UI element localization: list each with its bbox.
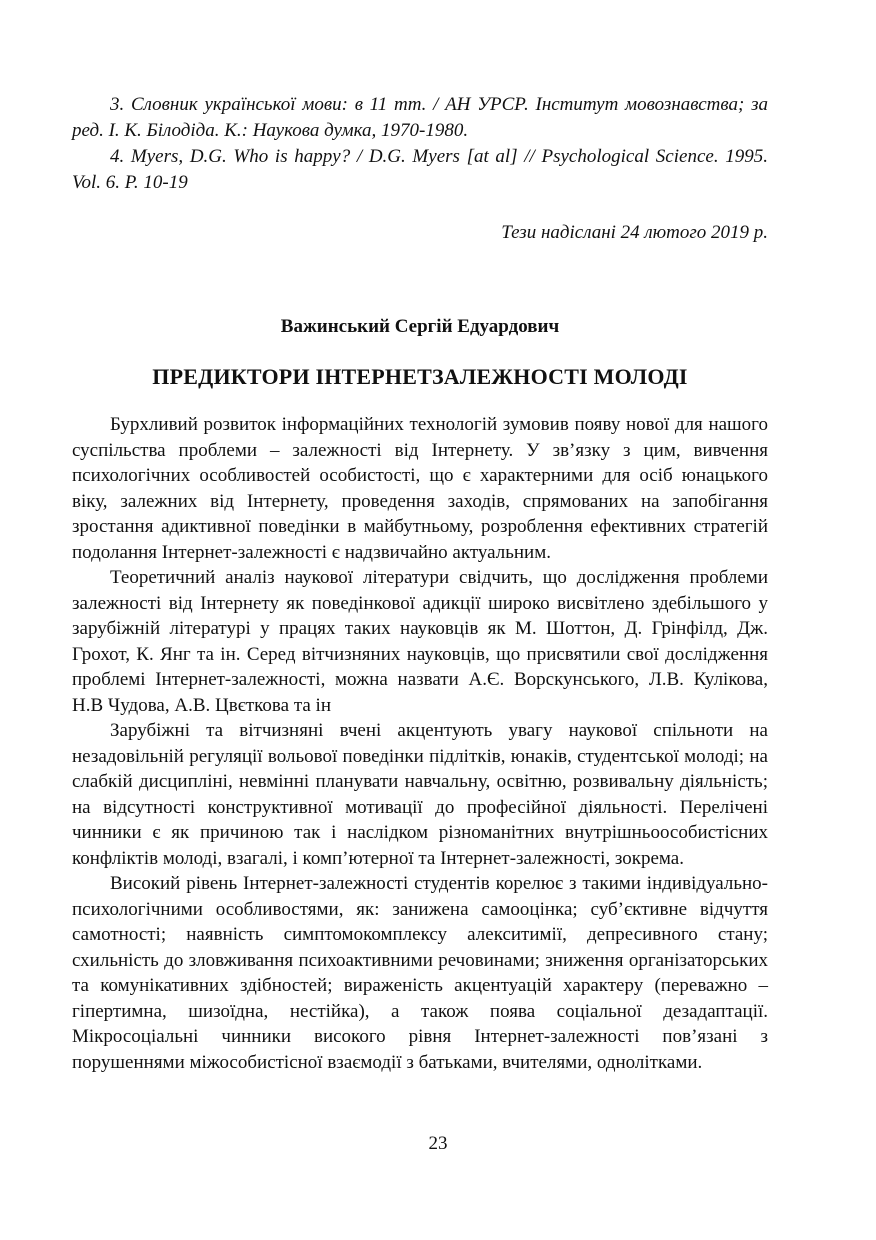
reference-item: 4. Myers, D.G. Who is happy? / D.G. Myers [at al] // Psychological Science. 1995. Vol. 6. P. 10-19 (72, 146, 768, 193)
author-name: Важинський Сергій Едуардович (280, 316, 560, 337)
received-date-note: Тези надіслані 24 лютого 2019 р. (501, 222, 768, 243)
reference-item: 3. Словник української мови: в 11 тт. / АН УРСР. Інститут мовознавства; за ред. І. К. Білодіда. К.: Наукова думка, 1970-1980. (72, 94, 768, 141)
body-paragraph: Зарубіжні та вітчизняні вчені акцентують увагу наукової спільноти на незадовільній регуляції вольової поведінки підлітків, юнаків, студентської молоді; на слабкій дисципліні, невмінні планувати навчальну, освітню, розвивальну діяльність; на відсутності конструктивної мотивації до професійної діяльності. Перелічені чинники є як причиною так і наслідком різноманітних внутрішньоособистісних конфліктів молоді, взагалі, і комп’ютерної та Інтернет-залежності, зокрема. (72, 720, 768, 869)
article-title: ПРЕДИКТОРИ ІНТЕРНЕТЗАЛЕЖНОСТІ МОЛОДІ (152, 364, 688, 389)
page-number: 23 (428, 1133, 448, 1154)
document-page (72, 92, 768, 1075)
body-paragraph: Високий рівень Інтернет-залежності студентів корелює з такими індивідуально-психологічними особливостями, як: занижена самооцінка; суб’єктивне відчуття самотності; наявність симптомокомплексу алекситимії, депресивного стану; схильність до зловживання психоактивними речовинами; зниження організаторських та комунікативних здібностей; вираженість акцентуацій характеру (переважно – гіпертимна, шизоїдна, нестійка), а також поява соціальної дезадаптації. Мікросоціальні чинники високого рівня Інтернет-залежності пов’язані з порушеннями міжособистісної взаємодії з батьками, вчителями, однолітками. (72, 873, 768, 1073)
body-paragraph: Бурхливий розвиток інформаційних технологій зумовив появу нової для нашого суспільства проблеми – залежності від Інтернету. У зв’язку з цим, вивчення психологічних особливостей особистості, що є характерними для осіб юнацького віку, залежних від Інтернету, проведення заходів, спрямованих на запобігання зростання адиктивної поведінки в майбутньому, розроблення ефективних стратегій подолання Інтернет-залежності є надзвичайно актуальним. (72, 414, 768, 563)
body-paragraph: Теоретичний аналіз наукової літератури свідчить, що дослідження проблеми залежності від Інтернету як поведінкової адикції широко висвітлено здебільшого у зарубіжній літературі у працях таких науковців як М. Шоттон, Д. Грінфілд, Дж. Грохот, К. Янг та ін. Серед вітчизняних науковців, що присвятили свої дослідження проблемі Інтернет-залежності, можна назвати А.Є. Ворскунського, Л.В. Кулікова, Н.В Чудова, А.В. Цвєткова та ін (72, 567, 768, 716)
article-body (72, 412, 768, 1075)
